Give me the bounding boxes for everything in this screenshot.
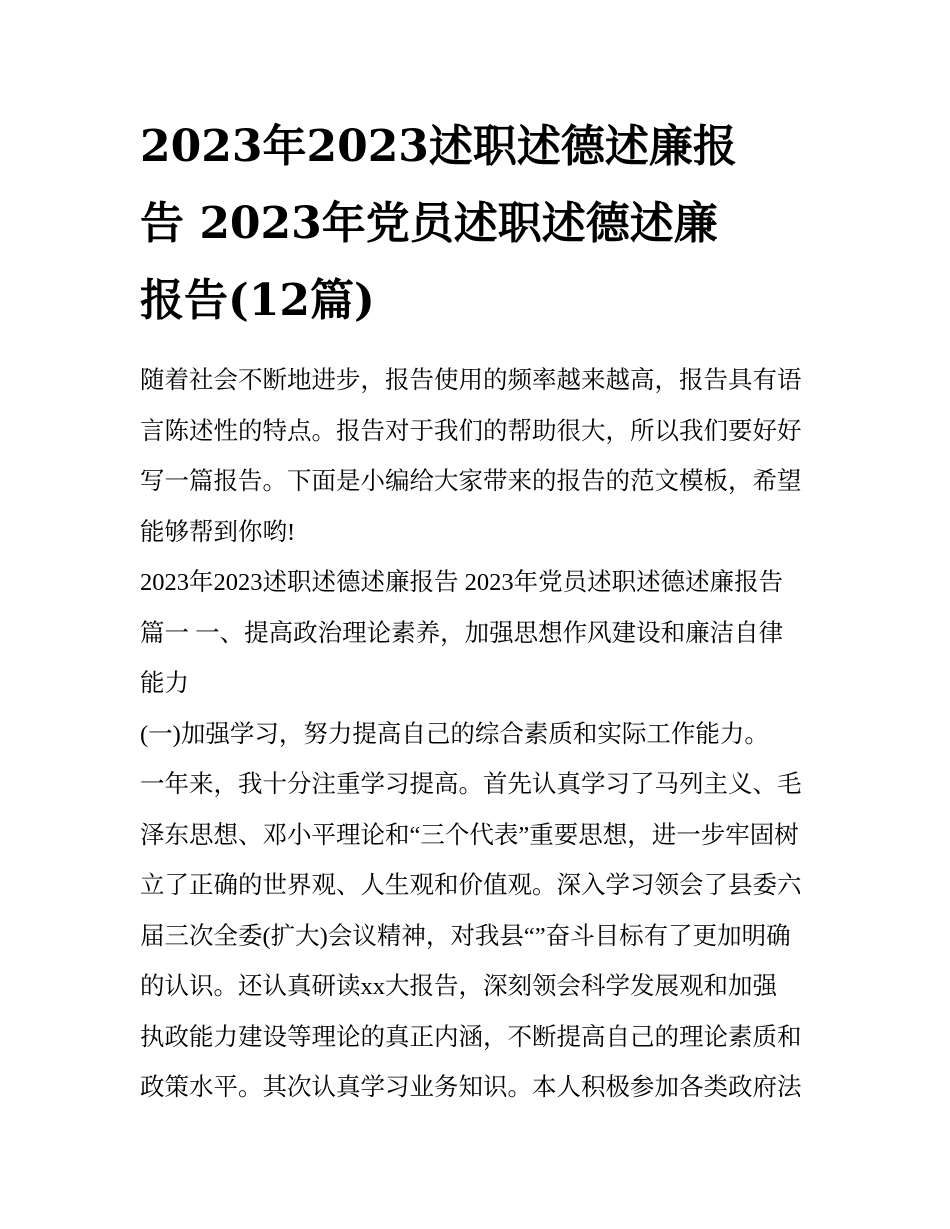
body-line: 言陈述性的特点。报告对于我们的帮助很大，所以我们要好好: [140, 417, 802, 445]
document-title: [140, 108, 820, 339]
body-line: 篇一 一、提高政治理论素养，加强思想作风建设和廉洁自律: [140, 619, 784, 647]
title-line: 2023年2023述职述德述廉报: [140, 121, 737, 172]
body-line: 随着社会不断地进步，报告使用的频率越来越高，报告具有语: [140, 367, 802, 394]
body-line: 立了正确的世界观、人生观和价值观。深入学习领会了县委六: [140, 872, 802, 899]
body-line: 届三次全委(扩大)会议精神，对我县“”奋斗目标有了更加明确: [140, 922, 791, 950]
body-line: (一)加强学习，努力提高自己的综合素质和实际工作能力。: [140, 720, 769, 748]
body-line: 能力: [140, 670, 189, 697]
body-line: 一年来，我十分注重学习提高。首先认真学习了马列主义、毛: [140, 771, 802, 798]
body-line: 写一篇报告。下面是小编给大家带来的报告的范文模板，希望: [140, 468, 802, 495]
body-line: 政策水平。其次认真学习业务知识。本人积极参加各类政府法: [140, 1074, 802, 1101]
body-line: 执政能力建设等理论的真正内涵，不断提高自己的理论素质和: [140, 1023, 802, 1051]
body-line: 2023年2023述职述德述廉报告 2023年党员述职述德述廉报告: [140, 569, 784, 596]
title-line: 告 2023年党员述职述德述廉: [140, 198, 718, 249]
document-body: [140, 356, 830, 1114]
body-line: 的认识。还认真研读xx大报告，深刻领会科学发展观和加强: [140, 973, 777, 1000]
body-line: 能够帮到你哟!: [140, 518, 296, 546]
body-line: 泽东思想、邓小平理论和“三个代表”重要思想，进一步牢固树: [140, 821, 799, 849]
title-line: 报告(12篇): [140, 275, 375, 326]
